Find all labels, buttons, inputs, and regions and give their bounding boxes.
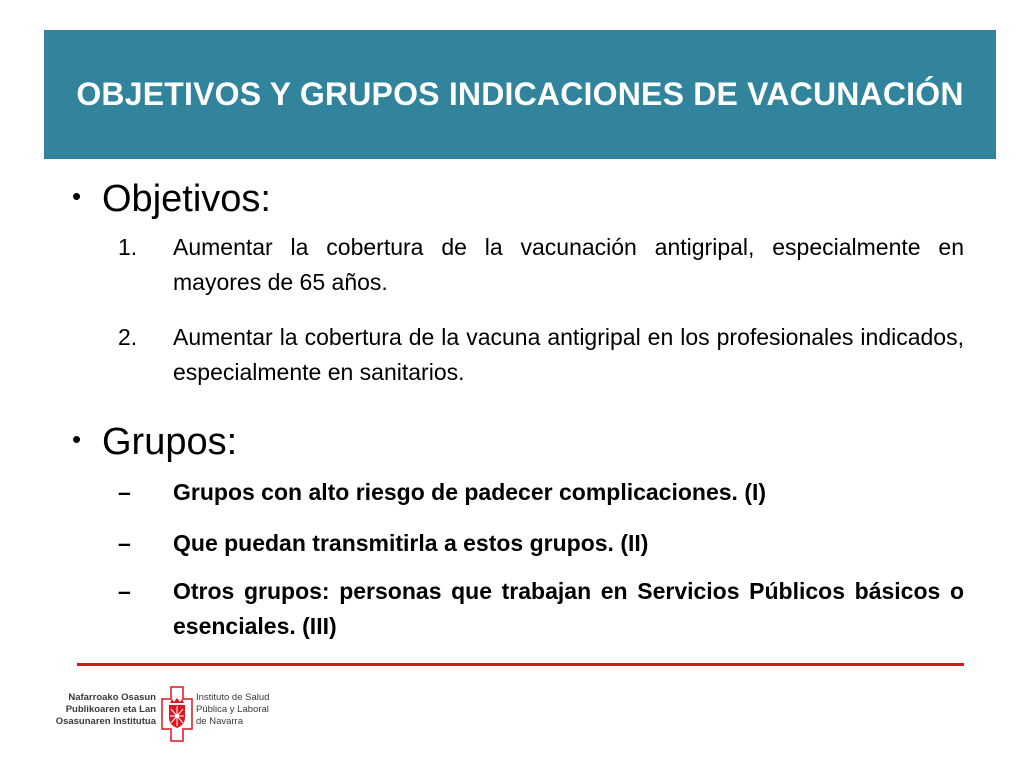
slide-title: OBJETIVOS Y GRUPOS INDICACIONES DE VACUNACIÓN bbox=[76, 76, 964, 112]
list-marker: – bbox=[118, 530, 131, 556]
objetivos-heading bbox=[72, 175, 271, 220]
bullet-icon: • bbox=[72, 181, 82, 211]
footer-divider bbox=[77, 663, 964, 666]
grupo-text-1: Grupos con alto riesgo de padecer complicaciones. (I) bbox=[173, 479, 767, 505]
logo-text-spanish bbox=[196, 692, 269, 728]
logo-right-line-3: de Navarra bbox=[196, 716, 243, 727]
logo-left-line-2: Publikoaren eta Lan bbox=[65, 704, 156, 715]
list-marker: – bbox=[118, 479, 131, 505]
bullet-icon: • bbox=[72, 424, 82, 454]
objetivo-item-1 bbox=[118, 230, 964, 300]
grupos-heading bbox=[72, 418, 237, 463]
title-bar bbox=[44, 30, 996, 159]
logo-text-basque bbox=[56, 692, 156, 728]
objetivo-text-2: Aumentar la cobertura de la vacuna antigripal en los profesionales indicados, especialmente en sanitarios. bbox=[173, 324, 964, 385]
list-marker: – bbox=[118, 578, 131, 604]
logo-right-line-2: Pública y Laboral bbox=[196, 704, 269, 715]
list-marker: 1. bbox=[118, 234, 138, 260]
grupo-item-3 bbox=[118, 574, 964, 644]
institution-logo bbox=[48, 685, 288, 743]
grupos-heading-text: Grupos: bbox=[102, 421, 238, 463]
grupo-text-3: Otros grupos: personas que trabajan en Servicios Públicos básicos o esenciales. (III) bbox=[173, 578, 964, 639]
navarra-coat-of-arms-icon bbox=[160, 685, 194, 743]
objetivos-heading-text: Objetivos: bbox=[102, 178, 271, 220]
list-marker: 2. bbox=[118, 324, 138, 350]
logo-right-line-1: Instituto de Salud bbox=[196, 692, 270, 703]
grupo-item-2 bbox=[118, 526, 964, 561]
grupo-item-1 bbox=[118, 475, 964, 510]
objetivo-text-1: Aumentar la cobertura de la vacunación antigripal, especialmente en mayores de 65 años. bbox=[173, 234, 964, 295]
logo-left-line-1: Nafarroako Osasun bbox=[68, 692, 156, 703]
objetivo-item-2 bbox=[118, 320, 964, 390]
logo-left-line-3: Osasunaren Institutua bbox=[55, 716, 156, 727]
grupo-text-2: Que puedan transmitirla a estos grupos. (II) bbox=[173, 530, 649, 556]
